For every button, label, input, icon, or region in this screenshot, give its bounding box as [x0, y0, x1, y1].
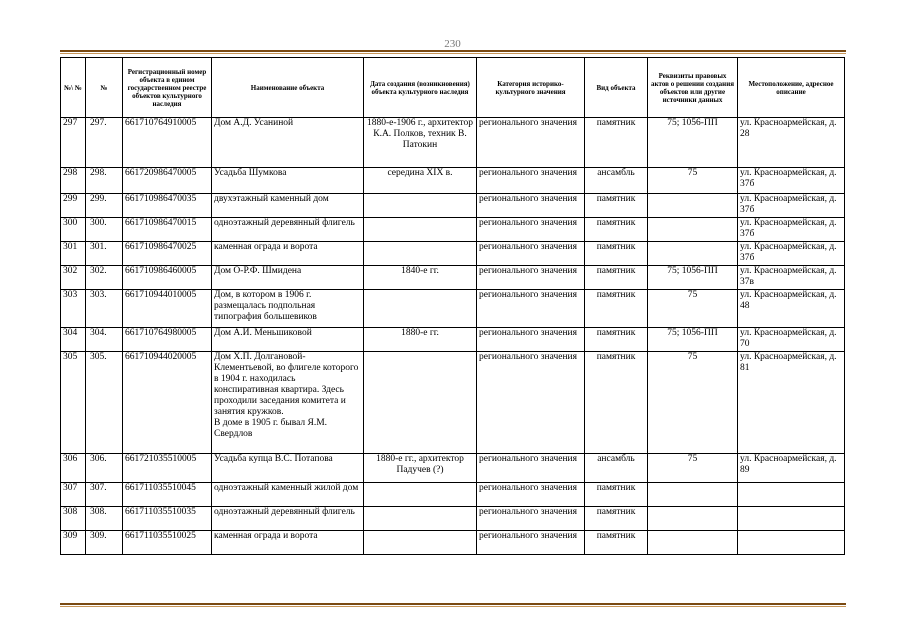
object-type-cell: памятник: [585, 531, 648, 555]
header-cell: №: [86, 58, 123, 118]
number-cell: 307.: [86, 483, 123, 507]
address-cell: [738, 531, 845, 555]
row-index-cell: 303: [61, 290, 86, 328]
object-type-cell: памятник: [585, 328, 648, 352]
legal-acts-cell: [648, 218, 738, 242]
object-type-cell: памятник: [585, 507, 648, 531]
address-cell: ул. Красноармейская, д. 89: [738, 454, 845, 483]
row-index-cell: 301: [61, 242, 86, 266]
row-index-cell: 300: [61, 218, 86, 242]
number-cell: 302.: [86, 266, 123, 290]
row-index-cell: 302: [61, 266, 86, 290]
row-index-cell: 308: [61, 507, 86, 531]
object-type-cell: памятник: [585, 218, 648, 242]
object-name-cell: Дом А.И. Меньшиковой: [212, 328, 364, 352]
object-name-cell: Дом О-Р.Ф. Шмидена: [212, 266, 364, 290]
table-row: [61, 218, 845, 242]
number-cell: 306.: [86, 454, 123, 483]
category-cell: регионального значения: [477, 352, 585, 454]
creation-date-cell: [364, 483, 477, 507]
row-index-cell: 304: [61, 328, 86, 352]
header-cell: Вид объекта: [585, 58, 648, 118]
number-cell: 301.: [86, 242, 123, 266]
creation-date-cell: [364, 290, 477, 328]
legal-acts-cell: 75; 1056-ПП: [648, 328, 738, 352]
object-name-cell: одноэтажный каменный жилой дом: [212, 483, 364, 507]
header-row: [61, 58, 845, 118]
registration-number-cell: 661721035510005: [123, 454, 212, 483]
registration-number-cell: 661710944010005: [123, 290, 212, 328]
row-index-cell: 297: [61, 118, 86, 168]
creation-date-cell: [364, 218, 477, 242]
creation-date-cell: [364, 507, 477, 531]
creation-date-cell: [364, 531, 477, 555]
row-index-cell: 307: [61, 483, 86, 507]
object-name-cell: Усадьба Шумкова: [212, 168, 364, 194]
address-cell: ул. Красноармейская, д. 37б: [738, 242, 845, 266]
header-cell: Дата создания (возникновения) объекта культурного наследия: [364, 58, 477, 118]
row-index-cell: 306: [61, 454, 86, 483]
creation-date-cell: [364, 194, 477, 218]
object-type-cell: памятник: [585, 242, 648, 266]
row-index-cell: 305: [61, 352, 86, 454]
registration-number-cell: 661720986470005: [123, 168, 212, 194]
address-cell: ул. Красноармейская, д. 37б: [738, 218, 845, 242]
number-cell: 308.: [86, 507, 123, 531]
legal-acts-cell: 75; 1056-ПП: [648, 118, 738, 168]
object-type-cell: ансамбль: [585, 454, 648, 483]
bottom-rule: [60, 603, 846, 607]
table-row: [61, 266, 845, 290]
row-index-cell: 298: [61, 168, 86, 194]
category-cell: регионального значения: [477, 290, 585, 328]
table-row: [61, 290, 845, 328]
creation-date-cell: середина XIX в.: [364, 168, 477, 194]
object-name-cell: Дом, в котором в 1906 г. размещалась подпольная типография большевиков: [212, 290, 364, 328]
creation-date-cell: 1840-е гг.: [364, 266, 477, 290]
table-row: [61, 352, 845, 454]
object-name-cell: одноэтажный деревянный флигель: [212, 218, 364, 242]
registration-number-cell: 661711035510035: [123, 507, 212, 531]
table-row: [61, 454, 845, 483]
legal-acts-cell: [648, 507, 738, 531]
creation-date-cell: [364, 352, 477, 454]
category-cell: регионального значения: [477, 218, 585, 242]
category-cell: регионального значения: [477, 242, 585, 266]
legal-acts-cell: [648, 242, 738, 266]
category-cell: регионального значения: [477, 507, 585, 531]
object-name-cell: Дом Х.П. Долгановой-Клементьевой, во флигеле которого в 1904 г. находилась конспиративная квартира. Здесь проходили заседания комитета и занятия кружков. В доме в 1905 г. бывал Я.М. Свердлов: [212, 352, 364, 454]
number-cell: 300.: [86, 218, 123, 242]
object-type-cell: памятник: [585, 266, 648, 290]
legal-acts-cell: 75: [648, 454, 738, 483]
table-row: [61, 168, 845, 194]
legal-acts-cell: [648, 531, 738, 555]
object-type-cell: памятник: [585, 483, 648, 507]
table-row: [61, 118, 845, 168]
top-rule: [60, 50, 846, 54]
legal-acts-cell: 75; 1056-ПП: [648, 266, 738, 290]
header-cell: Категория историко-культурного значения: [477, 58, 585, 118]
row-index-cell: 309: [61, 531, 86, 555]
header-cell: Регистрационный номер объекта в едином государственном реестре объектов культурного наследия: [123, 58, 212, 118]
category-cell: регионального значения: [477, 454, 585, 483]
registration-number-cell: 661710944020005: [123, 352, 212, 454]
legal-acts-cell: 75: [648, 352, 738, 454]
registration-number-cell: 661711035510045: [123, 483, 212, 507]
address-cell: ул. Красноармейская, д. 37б: [738, 168, 845, 194]
number-cell: 309.: [86, 531, 123, 555]
object-type-cell: памятник: [585, 290, 648, 328]
category-cell: регионального значения: [477, 328, 585, 352]
number-cell: 305.: [86, 352, 123, 454]
category-cell: регионального значения: [477, 483, 585, 507]
category-cell: регионального значения: [477, 531, 585, 555]
registration-number-cell: 661710764980005: [123, 328, 212, 352]
address-cell: [738, 483, 845, 507]
address-cell: ул. Красноармейская, д. 48: [738, 290, 845, 328]
object-type-cell: памятник: [585, 118, 648, 168]
category-cell: регионального значения: [477, 168, 585, 194]
registration-number-cell: 661710986460005: [123, 266, 212, 290]
object-name-cell: каменная ограда и ворота: [212, 242, 364, 266]
legal-acts-cell: 75: [648, 290, 738, 328]
address-cell: ул. Красноармейская, д. 70: [738, 328, 845, 352]
category-cell: регионального значения: [477, 194, 585, 218]
registration-number-cell: 661710986470035: [123, 194, 212, 218]
registration-number-cell: 661710986470015: [123, 218, 212, 242]
object-name-cell: Усадьба купца В.С. Потапова: [212, 454, 364, 483]
header-cell: Наименование объекта: [212, 58, 364, 118]
number-cell: 298.: [86, 168, 123, 194]
registration-number-cell: 661710986470025: [123, 242, 212, 266]
object-name-cell: двухэтажный каменный дом: [212, 194, 364, 218]
address-cell: ул. Красноармейская, д. 37в: [738, 266, 845, 290]
address-cell: ул. Красноармейская, д. 81: [738, 352, 845, 454]
object-type-cell: ансамбль: [585, 168, 648, 194]
heritage-table: [60, 57, 845, 555]
number-cell: 304.: [86, 328, 123, 352]
row-index-cell: 299: [61, 194, 86, 218]
address-cell: [738, 507, 845, 531]
legal-acts-cell: [648, 483, 738, 507]
table-row: [61, 531, 845, 555]
header-cell: Реквизиты правовых актов о решении создания объектов или другие источники данных: [648, 58, 738, 118]
table-row: [61, 507, 845, 531]
header-cell: Местоположение, адресное описание: [738, 58, 845, 118]
page-number: 230: [444, 38, 461, 50]
object-name-cell: каменная ограда и ворота: [212, 531, 364, 555]
number-cell: 297.: [86, 118, 123, 168]
creation-date-cell: 1880-е гг., архитектор Падучев (?): [364, 454, 477, 483]
category-cell: регионального значения: [477, 266, 585, 290]
registration-number-cell: 661711035510025: [123, 531, 212, 555]
object-name-cell: одноэтажный деревянный флигель: [212, 507, 364, 531]
number-cell: 299.: [86, 194, 123, 218]
table-row: [61, 194, 845, 218]
number-cell: 303.: [86, 290, 123, 328]
legal-acts-cell: 75: [648, 168, 738, 194]
object-type-cell: памятник: [585, 194, 648, 218]
creation-date-cell: 1880-е гг.: [364, 328, 477, 352]
legal-acts-cell: [648, 194, 738, 218]
address-cell: ул. Красноармейская, д. 37б: [738, 194, 845, 218]
creation-date-cell: [364, 242, 477, 266]
address-cell: ул. Красноармейская, д. 28: [738, 118, 845, 168]
registration-number-cell: 661710764910005: [123, 118, 212, 168]
table-row: [61, 483, 845, 507]
object-type-cell: памятник: [585, 352, 648, 454]
object-name-cell: Дом А.Д. Усаниной: [212, 118, 364, 168]
table-row: [61, 328, 845, 352]
table-row: [61, 242, 845, 266]
creation-date-cell: 1880-е-1906 г., архитектор К.А. Полков, техник В. Патокин: [364, 118, 477, 168]
category-cell: регионального значения: [477, 118, 585, 168]
header-cell: №\ №: [61, 58, 86, 118]
